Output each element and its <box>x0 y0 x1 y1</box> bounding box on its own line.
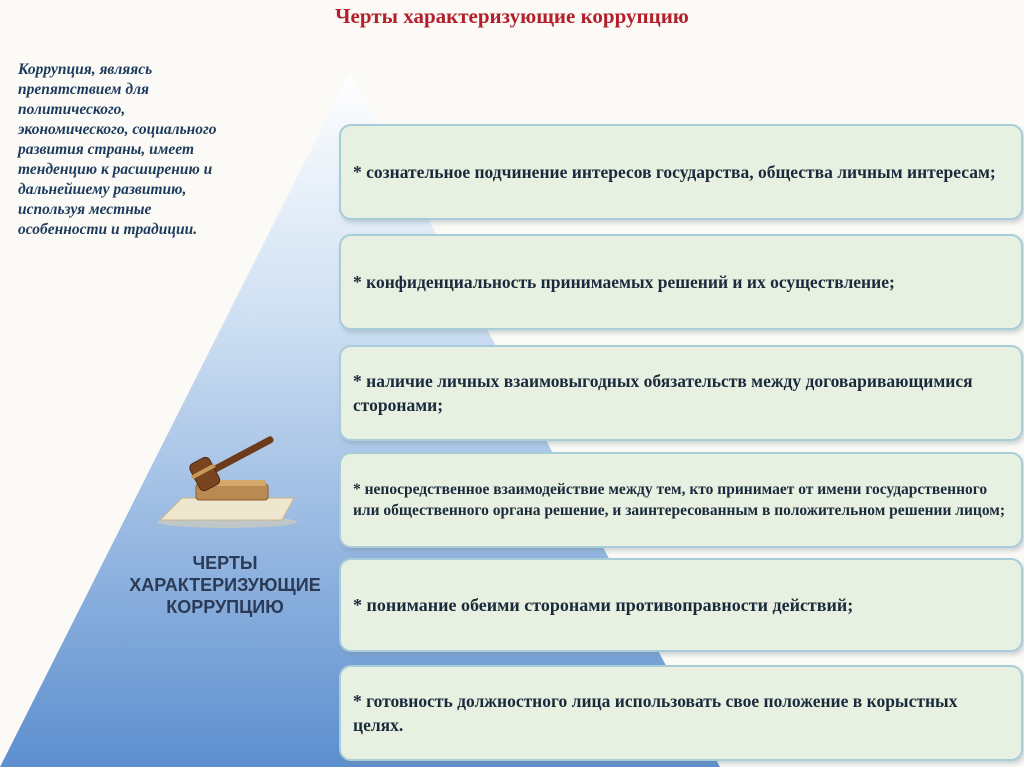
page-title: Черты характеризующие коррупцию <box>335 4 689 28</box>
intro-text: Коррупция, являясь препятствием для политического, экономического, социального развития страны, имеет тенденцию к расширению и дальнейшему развитию, используя местные особенности и традиции. <box>18 61 217 238</box>
feature-box-1 <box>339 124 1023 220</box>
feature-box-6 <box>339 665 1023 761</box>
feature-box-5 <box>339 558 1023 652</box>
feature-box-4 <box>339 452 1023 548</box>
feature-text: * непосредственное взаимодействие между тем, кто принимает от имени государственного или общественного органа решение, и заинтересованным в положительном решении лицом; <box>353 481 1005 519</box>
feature-box-3 <box>339 345 1023 441</box>
feature-text: * наличие личных взаимовыгодных обязательств между договаривающимися сторонами; <box>353 371 973 415</box>
feature-box-2 <box>339 234 1023 330</box>
feature-text: * готовность должностного лица использовать свое положение в корыстных целях. <box>353 691 958 735</box>
feature-text: * конфиденциальность принимаемых решений и их осуществление; <box>353 272 895 292</box>
feature-text: * сознательное подчинение интересов государства, общества личным интересам; <box>353 162 996 182</box>
center-label: ЧЕРТЫ ХАРАКТЕРИЗУЮЩИЕ КОРРУПЦИЮ <box>129 553 321 617</box>
gavel-on-book-icon <box>152 436 302 532</box>
feature-text: * понимание обеими сторонами противоправности действий; <box>353 595 854 615</box>
